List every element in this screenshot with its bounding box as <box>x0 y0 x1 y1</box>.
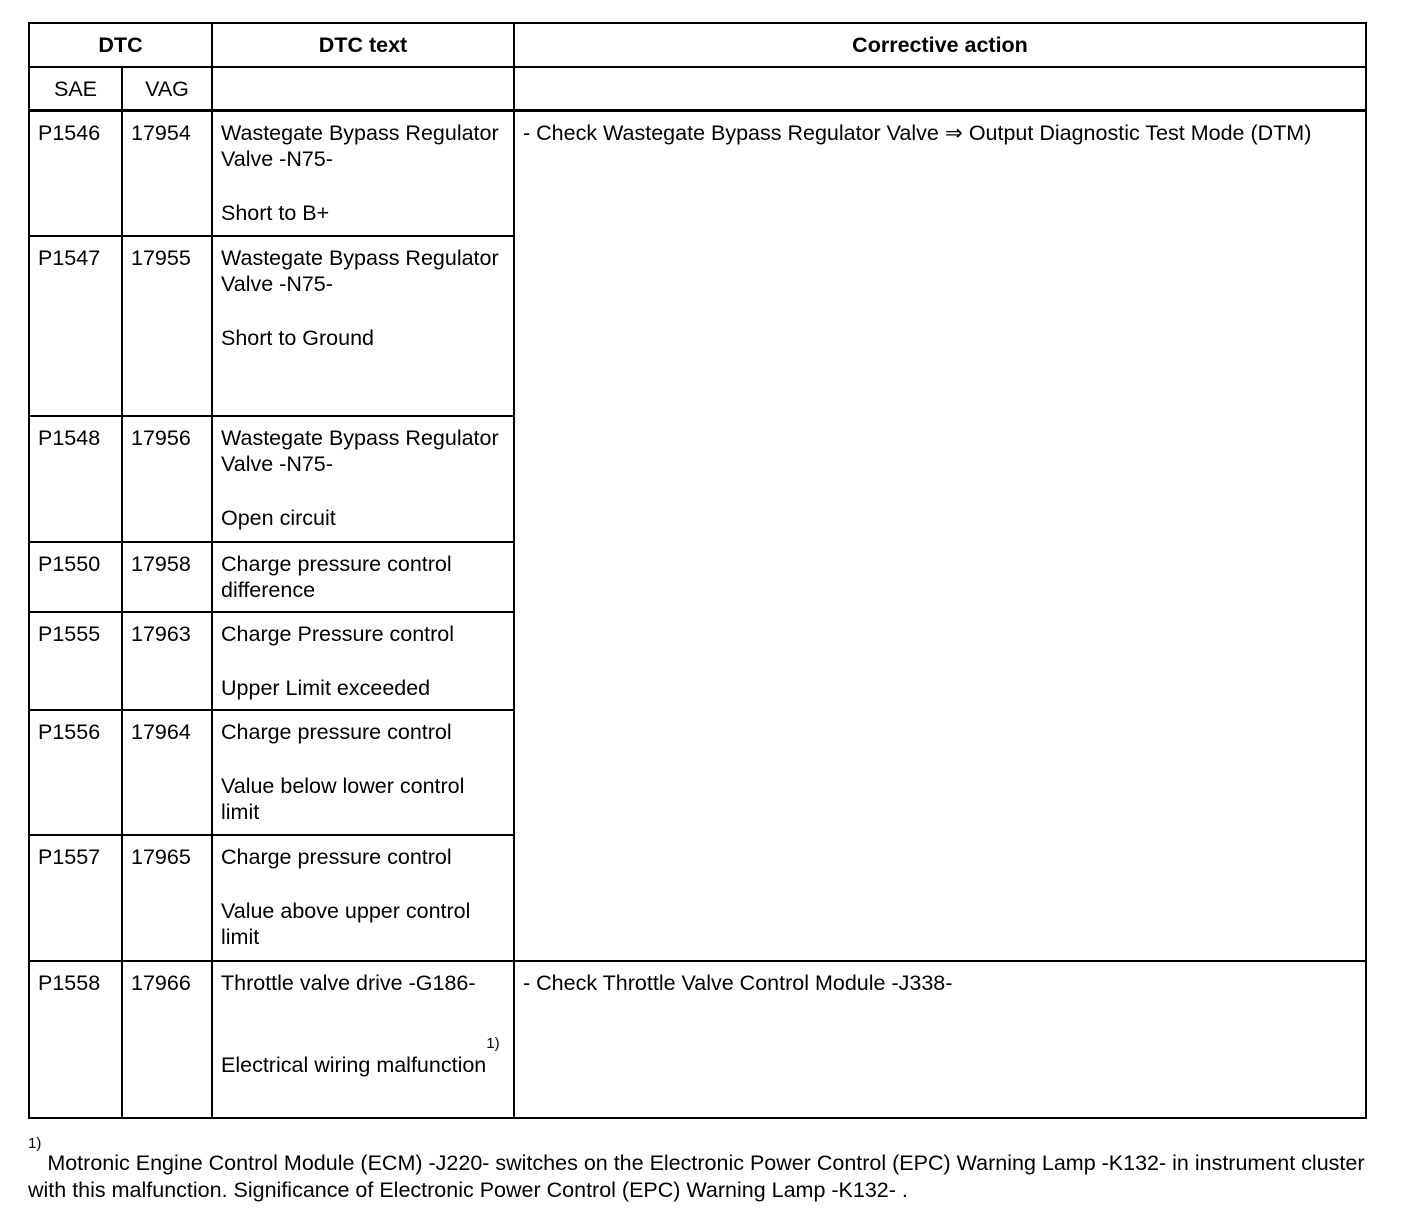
sae-code: P1555 <box>29 612 122 710</box>
subheader-row <box>29 67 1366 111</box>
subheader-empty <box>514 67 1366 111</box>
table-row <box>29 961 1366 1118</box>
subheader-sae: SAE <box>29 67 122 111</box>
subheader-vag: VAG <box>122 67 212 111</box>
sae-code: P1548 <box>29 416 122 542</box>
sae-code: P1558 <box>29 961 122 1118</box>
dtc-text-line: Throttle valve drive -G186- <box>221 970 476 995</box>
sae-code: P1556 <box>29 710 122 835</box>
dtc-text-line: Charge pressure control <box>221 844 452 869</box>
dtc-text-line: Wastegate Bypass Regulator Valve -N75- <box>221 425 499 476</box>
dtc-text-cell <box>212 111 514 236</box>
dtc-text-detail: Value below lower control limit <box>221 773 465 824</box>
vag-code: 17964 <box>122 710 212 835</box>
sae-code: P1550 <box>29 542 122 612</box>
dtc-text-detail-label: Electrical wiring malfunction <box>221 1052 487 1077</box>
header-corrective-action: Corrective action <box>514 23 1366 67</box>
dtc-text-line: Wastegate Bypass Regulator Valve -N75- <box>221 121 499 171</box>
vag-code: 17963 <box>122 612 212 710</box>
vag-code: 17954 <box>122 111 212 236</box>
dtc-text-cell <box>212 710 514 835</box>
vag-code: 17966 <box>122 961 212 1118</box>
dtc-table <box>28 22 1367 1119</box>
footnote-reference: 1) <box>486 1034 500 1052</box>
corrective-action-cell <box>514 961 1366 1118</box>
dtc-text-cell <box>212 835 514 961</box>
vag-code: 17958 <box>122 542 212 612</box>
dtc-text-detail: Value above upper control limit <box>221 898 471 949</box>
dtc-text-line: Charge Pressure control <box>221 621 455 646</box>
header-row <box>29 23 1366 67</box>
dtc-text-detail: Upper Limit exceeded <box>221 675 431 700</box>
dtc-text-detail: Short to B+ <box>221 201 330 225</box>
dtc-text-cell <box>212 612 514 710</box>
dtc-text-cell <box>212 416 514 542</box>
sae-code: P1547 <box>29 236 122 416</box>
footnote-marker: 1) <box>28 1135 42 1152</box>
footnote <box>28 1135 1368 1204</box>
dtc-text-cell <box>212 961 514 1118</box>
dtc-text-detail: Short to Ground <box>221 325 374 350</box>
sae-code: P1546 <box>29 111 122 236</box>
dtc-text-cell <box>212 542 514 612</box>
corrective-action-cell <box>514 111 1366 961</box>
corrective-action-throttle: - Check Throttle Valve Control Module -J338- <box>523 970 953 995</box>
header-dtc: DTC <box>29 23 212 67</box>
dtc-text-line: Wastegate Bypass Regulator Valve -N75- <box>221 245 499 296</box>
vag-code: 17965 <box>122 835 212 961</box>
sae-code: P1557 <box>29 835 122 961</box>
dtc-text-detail <box>221 1034 505 1078</box>
dtc-text-cell <box>212 236 514 416</box>
vag-code: 17956 <box>122 416 212 542</box>
subheader-empty <box>212 67 514 111</box>
header-dtc-text: DTC text <box>212 23 514 67</box>
footnote-text: Motronic Engine Control Module (ECM) -J220- switches on the Electronic Power Control (EPC) Warning Lamp -K132- in instrument cluster with this malfunction. Significance of Electronic Power Control (EPC) Warning Lamp -K132- . <box>28 1151 1365 1202</box>
dtc-text-line: Charge pressure control difference <box>221 551 452 602</box>
vag-code: 17955 <box>122 236 212 416</box>
table-row <box>29 111 1366 236</box>
dtc-text-line: Charge pressure control <box>221 719 452 744</box>
dtc-text-detail: Open circuit <box>221 505 336 530</box>
corrective-action-wastegate: - Check Wastegate Bypass Regulator Valve ⇒ Output Diagnostic Test Mode (DTM) <box>523 121 1312 145</box>
